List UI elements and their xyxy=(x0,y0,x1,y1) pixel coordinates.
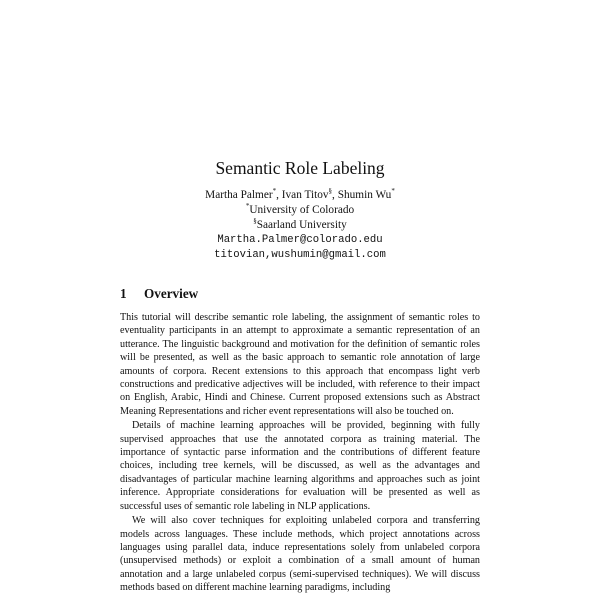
affiliation-mark: § xyxy=(253,217,257,226)
affiliation-name: Saarland University xyxy=(256,219,347,231)
author-email: Martha.Palmer@colorado.edu xyxy=(217,234,383,246)
section-title: Overview xyxy=(144,286,199,301)
affiliation-mark: * xyxy=(245,202,250,211)
affiliation-mark: * xyxy=(272,187,277,196)
paper-title: Semantic Role Labeling xyxy=(215,158,385,178)
section-heading xyxy=(120,286,198,302)
author-block xyxy=(0,188,600,263)
affiliation xyxy=(0,218,600,233)
affiliation-mark: * xyxy=(391,187,395,196)
author-name: Martha Palmer xyxy=(205,189,273,201)
author-separator: , xyxy=(276,189,282,201)
affiliation-name: University of Colorado xyxy=(249,204,355,216)
affiliation-mark: § xyxy=(328,187,333,196)
author-name: Shumin Wu xyxy=(337,189,392,201)
author-separator: , xyxy=(332,189,338,201)
section-number: 1 xyxy=(120,286,127,301)
section-body xyxy=(120,311,480,595)
affiliation xyxy=(0,203,600,218)
paragraph: This tutorial will describe semantic role labeling, the assignment of semantic roles to eventuality participants in an attempt to approximate a semantic representation of an utterance. The linguistic background and motivation for the definition of semantic roles will be presented, as well as the basic approach to semantic role annotation of large amounts of corpora. Recent extensions to this approach that encompass light verb constructions and predicative adjectives will be included, with reference to their impact on English, Arabic, Hindi and Chinese. Current proposed extensions such as Abstract Meaning Representations and richer event representations will also be touched on. xyxy=(120,312,480,417)
author-email: titovian,wushumin@gmail.com xyxy=(214,249,386,261)
author-line xyxy=(0,188,600,203)
author-name: Ivan Titov xyxy=(281,189,329,201)
paragraph: We will also cover techniques for exploiting unlabeled corpora and transferring models across languages. These include methods, which project annotations across languages using parallel data, induce representations solely from unlabeled corpora (unsupervised methods) or exploit a combination of a small amount of human annotation and a large unlabeled corpus (semi-supervised techniques). We will discuss methods based on different machine learning paradigms, including xyxy=(120,515,480,594)
paragraph: Details of machine learning approaches will be provided, beginning with fully supervised approaches that use the annotated corpora as training material. The importance of syntactic parse information and the contributions of different feature choices, including tree kernels, will be discussed, as well as the advantages and disadvantages of particular machine learning algorithms and approaches such as joint inference. Appropriate considerations for evaluation will be presented as well as successful uses of semantic role labeling in NLP applications. xyxy=(120,420,480,512)
